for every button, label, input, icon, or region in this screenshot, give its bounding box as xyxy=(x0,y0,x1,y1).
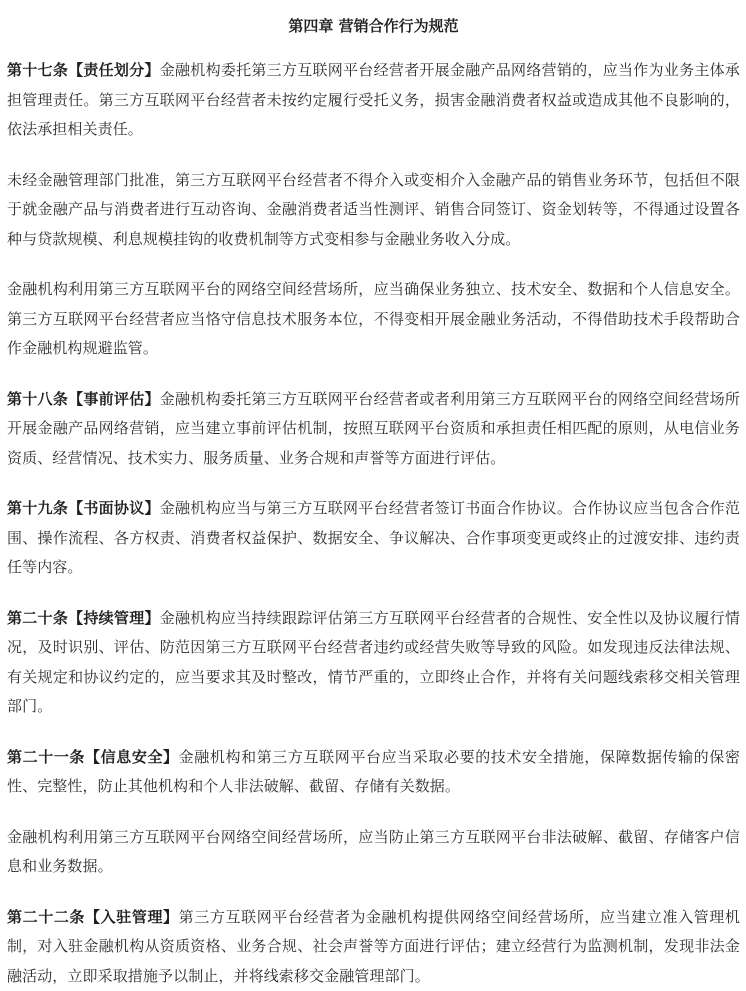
article-19-paragraph xyxy=(7,494,740,583)
article-17-text-2: 未经金融管理部门批准，第三方互联网平台经营者不得介入或变相介入金融产品的销售业务环节，包括但不限于就金融产品与消费者进行互动咨询、金融消费者适当性测评、销售合同签订、资金划转等，不得通过设置各种与贷款规模、利息规模挂钩的收费机制等方式变相参与金融业务收入分成。 xyxy=(7,171,740,248)
article-17-text: 金融机构委托第三方互联网平台经营者开展金融产品网络营销的，应当作为业务主体承担管理责任。第三方互联网平台经营者未按约定履行受托义务，损害金融消费者权益或造成其他不良影响的，依法承担相关责任。 xyxy=(7,61,740,138)
article-19-text: 金融机构应当与第三方互联网平台经营者签订书面合作协议。合作协议应当包含合作范围、操作流程、各方权责、消费者权益保护、数据安全、争议解决、合作事项变更或终止的过渡安排、违约责任等内容。 xyxy=(7,499,740,576)
article-17-heading: 第十七条【责任划分】 xyxy=(7,61,160,79)
article-20-heading: 第二十条【持续管理】 xyxy=(7,609,160,627)
article-20-paragraph xyxy=(7,604,740,722)
article-22-heading: 第二十二条【入驻管理】 xyxy=(7,908,179,926)
article-19-heading: 第十九条【书面协议】 xyxy=(7,499,160,517)
article-22-paragraph xyxy=(7,903,740,991)
article-21-paragraph xyxy=(7,743,740,802)
article-22-text: 第三方互联网平台经营者为金融机构提供网络空间经营场所，应当建立准入管理机制，对入驻金融机构从资质资格、业务合规、社会声誉等方面进行评估；建立经营行为监测机制，发现非法金融活动，立即采取措施予以制止，并将线索移交金融管理部门。 xyxy=(7,908,740,985)
article-21-paragraph-2 xyxy=(7,823,740,882)
article-18-heading: 第十八条【事前评估】 xyxy=(7,390,160,408)
article-18-text: 金融机构委托第三方互联网平台经营者或者利用第三方互联网平台的网络空间经营场所开展金融产品网络营销，应当建立事前评估机制，按照互联网平台资质和承担责任相匹配的原则，从电信业务资质、经营情况、技术实力、服务质量、业务合规和声誉等方面进行评估。 xyxy=(7,390,740,467)
article-17-paragraph xyxy=(7,56,740,145)
article-21-text: 金融机构和第三方互联网平台应当采取必要的技术安全措施，保障数据传输的保密性、完整性，防止其他机构和个人非法破解、截留、存储有关数据。 xyxy=(7,748,740,796)
article-17-paragraph-3 xyxy=(7,275,740,364)
article-17-text-3: 金融机构利用第三方互联网平台的网络空间经营场所，应当确保业务独立、技术安全、数据和个人信息安全。第三方互联网平台经营者应当恪守信息技术服务本位，不得变相开展金融业务活动，不得借助技术手段帮助合作金融机构规避监管。 xyxy=(7,280,740,357)
article-21-heading: 第二十一条【信息安全】 xyxy=(7,748,179,766)
chapter-title: 第四章 营销合作行为规范 xyxy=(7,15,740,37)
article-17-paragraph-2 xyxy=(7,166,740,255)
article-18-paragraph xyxy=(7,385,740,474)
article-21-text-2: 金融机构利用第三方互联网平台网络空间经营场所，应当防止第三方互联网平台非法破解、截留、存储客户信息和业务数据。 xyxy=(7,828,740,876)
article-20-text: 金融机构应当持续跟踪评估第三方互联网平台经营者的合规性、安全性以及协议履行情况，及时识别、评估、防范因第三方互联网平台经营者违约或经营失败等导致的风险。如发现违反法律法规、有关规定和协议约定的，应当要求其及时整改，情节严重的，立即终止合作，并将有关问题线索移交相关管理部门。 xyxy=(7,609,740,716)
